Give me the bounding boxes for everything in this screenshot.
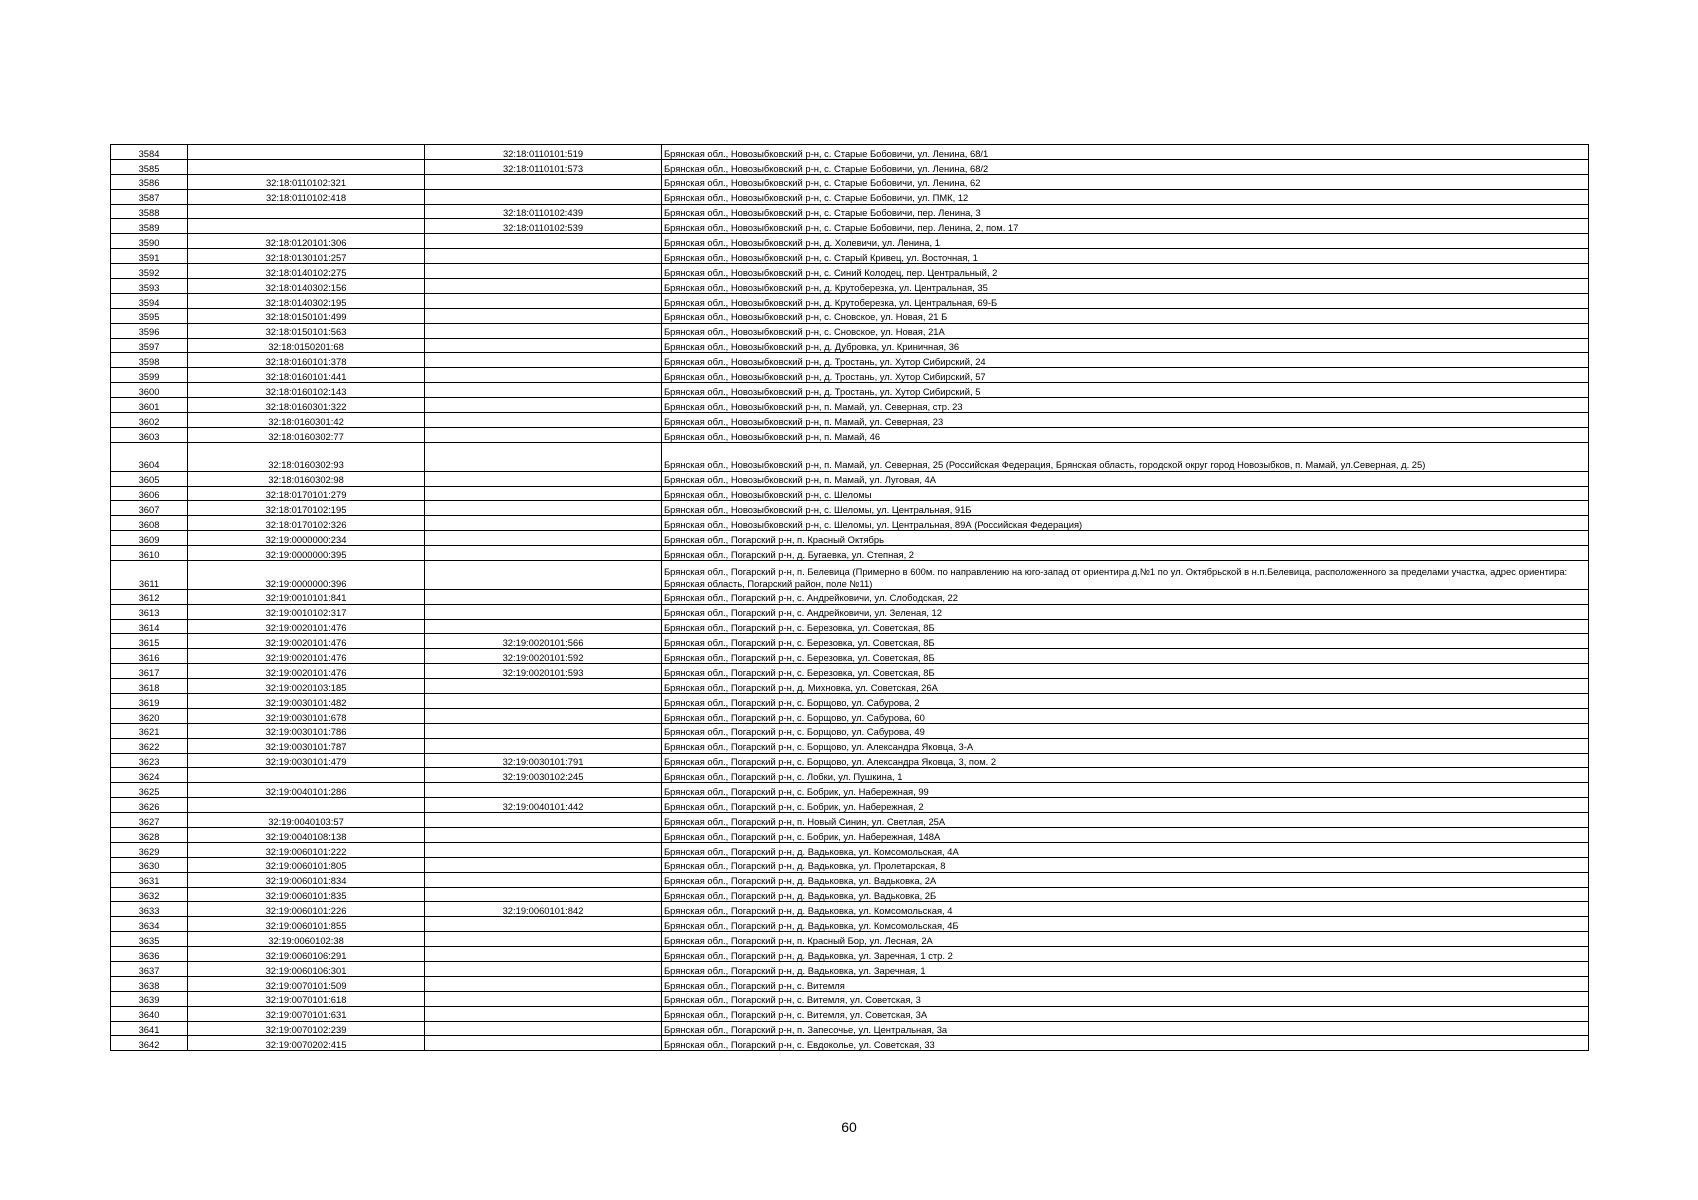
row-number-cell: 3589	[111, 219, 188, 234]
cadastral-number-cell: 32:19:0060106:301	[188, 962, 425, 977]
address-cell: Брянская обл., Погарский р-н, д. Бугаевка, ул. Степная, 2	[662, 546, 1589, 561]
row-number-cell: 3641	[111, 1021, 188, 1036]
address-cell: Брянская обл., Погарский р-н, д. Вадьковка, ул. Комсомольская, 4Б	[662, 917, 1589, 932]
row-number-cell: 3594	[111, 293, 188, 308]
linked-cadastral-number-cell	[425, 1006, 662, 1021]
table-row	[111, 398, 1589, 413]
address-cell: Брянская обл., Новозыбковский р-н, с. Старые Бобовичи, пер. Ленина, 2, пом. 17	[662, 219, 1589, 234]
row-number-cell: 3616	[111, 649, 188, 664]
linked-cadastral-number-cell	[425, 249, 662, 264]
row-number-cell: 3613	[111, 604, 188, 619]
cadastral-number-cell: 32:18:0170101:279	[188, 486, 425, 501]
row-number-cell: 3605	[111, 471, 188, 486]
linked-cadastral-number-cell	[425, 813, 662, 828]
cadastral-number-cell: 32:19:0040103:57	[188, 813, 425, 828]
linked-cadastral-number-cell	[425, 828, 662, 843]
table-row	[111, 546, 1589, 561]
linked-cadastral-number-cell: 32:19:0060101:842	[425, 902, 662, 917]
table-row	[111, 947, 1589, 962]
address-cell: Брянская обл., Погарский р-н, п. Красный Бор, ул. Лесная, 2А	[662, 932, 1589, 947]
row-number-cell: 3606	[111, 486, 188, 501]
cadastral-number-cell: 32:19:0060101:834	[188, 872, 425, 887]
linked-cadastral-number-cell	[425, 708, 662, 723]
cadastral-number-cell	[188, 159, 425, 174]
cadastral-number-cell: 32:19:0000000:234	[188, 531, 425, 546]
table-row	[111, 234, 1589, 249]
table-row	[111, 293, 1589, 308]
cadastral-number-cell: 32:18:0110102:418	[188, 189, 425, 204]
linked-cadastral-number-cell: 32:19:0020101:592	[425, 649, 662, 664]
cadastral-number-cell: 32:18:0160102:143	[188, 383, 425, 398]
row-number-cell: 3632	[111, 887, 188, 902]
table-row	[111, 842, 1589, 857]
row-number-cell: 3638	[111, 976, 188, 991]
linked-cadastral-number-cell	[425, 738, 662, 753]
linked-cadastral-number-cell	[425, 427, 662, 442]
linked-cadastral-number-cell	[425, 947, 662, 962]
linked-cadastral-number-cell	[425, 442, 662, 471]
cadastral-number-cell: 32:18:0170102:195	[188, 501, 425, 516]
linked-cadastral-number-cell	[425, 723, 662, 738]
table-row	[111, 604, 1589, 619]
table-row	[111, 902, 1589, 917]
table-row	[111, 264, 1589, 279]
table-row	[111, 1021, 1589, 1036]
table-row	[111, 308, 1589, 323]
row-number-cell: 3592	[111, 264, 188, 279]
address-cell: Брянская обл., Новозыбковский р-н, д. Холевичи, ул. Ленина, 1	[662, 234, 1589, 249]
row-number-cell: 3626	[111, 798, 188, 813]
address-cell: Брянская обл., Погарский р-н, с. Лобки, ул. Пушкина, 1	[662, 768, 1589, 783]
table-row	[111, 768, 1589, 783]
table-row	[111, 560, 1589, 589]
address-cell: Брянская обл., Новозыбковский р-н, п. Мамай, ул. Северная, стр. 23	[662, 398, 1589, 413]
cadastral-number-cell: 32:18:0160101:441	[188, 368, 425, 383]
address-cell: Брянская обл., Погарский р-н, с. Бобрик, ул. Набережная, 99	[662, 783, 1589, 798]
cadastral-number-cell: 32:18:0150101:499	[188, 308, 425, 323]
address-cell: Брянская обл., Погарский р-н, с. Андрейковичи, ул. Зеленая, 12	[662, 604, 1589, 619]
table-row	[111, 338, 1589, 353]
cadastral-number-cell: 32:19:0070101:509	[188, 976, 425, 991]
row-number-cell: 3597	[111, 338, 188, 353]
address-cell: Брянская обл., Погарский р-н, с. Березовка, ул. Советская, 8Б	[662, 619, 1589, 634]
address-cell: Брянская обл., Погарский р-н, с. Березовка, ул. Советская, 8Б	[662, 649, 1589, 664]
cadastral-number-cell: 32:19:0060106:291	[188, 947, 425, 962]
linked-cadastral-number-cell: 32:19:0020101:566	[425, 634, 662, 649]
row-number-cell: 3628	[111, 828, 188, 843]
linked-cadastral-number-cell	[425, 353, 662, 368]
table-row	[111, 383, 1589, 398]
row-number-cell: 3603	[111, 427, 188, 442]
table-row	[111, 219, 1589, 234]
cadastral-number-cell: 32:18:0160302:98	[188, 471, 425, 486]
table-row	[111, 249, 1589, 264]
cadastral-number-cell: 32:18:0150201:68	[188, 338, 425, 353]
address-cell: Брянская обл., Новозыбковский р-н, с. Старый Кривец, ул. Восточная, 1	[662, 249, 1589, 264]
cadastral-number-cell: 32:19:0030101:787	[188, 738, 425, 753]
table-row	[111, 857, 1589, 872]
row-number-cell: 3624	[111, 768, 188, 783]
address-cell: Брянская обл., Погарский р-н, д. Вадьковка, ул. Пролетарская, 8	[662, 857, 1589, 872]
cadastral-number-cell	[188, 145, 425, 160]
cadastral-number-cell: 32:19:0020101:476	[188, 634, 425, 649]
row-number-cell: 3621	[111, 723, 188, 738]
address-cell: Брянская обл., Новозыбковский р-н, п. Мамай, ул. Луговая, 4А	[662, 471, 1589, 486]
address-cell: Брянская обл., Новозыбковский р-н, д. Тростань, ул. Хутор Сибирский, 24	[662, 353, 1589, 368]
table-row	[111, 323, 1589, 338]
address-cell: Брянская обл., Погарский р-н, д. Вадьковка, ул. Заречная, 1 стр. 2	[662, 947, 1589, 962]
address-cell: Брянская обл., Новозыбковский р-н, п. Мамай, ул. Северная, 25 (Российская Федерация, Брянская область, городской округ город Новозыбков, п. Мамай, ул.Северная, д. 25)	[662, 442, 1589, 471]
cadastral-number-cell: 32:19:0040101:286	[188, 783, 425, 798]
table-row	[111, 516, 1589, 531]
row-number-cell: 3636	[111, 947, 188, 962]
table-row	[111, 589, 1589, 604]
row-number-cell: 3618	[111, 679, 188, 694]
row-number-cell: 3614	[111, 619, 188, 634]
table-row	[111, 828, 1589, 843]
address-cell: Брянская обл., Погарский р-н, с. Борщово, ул. Сабурова, 60	[662, 708, 1589, 723]
row-number-cell: 3600	[111, 383, 188, 398]
address-cell: Брянская обл., Погарский р-н, с. Витемля, ул. Советская, 3	[662, 991, 1589, 1006]
address-cell: Брянская обл., Новозыбковский р-н, п. Мамай, ул. Северная, 23	[662, 413, 1589, 428]
linked-cadastral-number-cell	[425, 604, 662, 619]
cadastral-number-cell: 32:19:0020101:476	[188, 619, 425, 634]
linked-cadastral-number-cell	[425, 857, 662, 872]
address-cell: Брянская обл., Погарский р-н, с. Березовка, ул. Советская, 8Б	[662, 664, 1589, 679]
table-row	[111, 189, 1589, 204]
row-number-cell: 3622	[111, 738, 188, 753]
row-number-cell: 3587	[111, 189, 188, 204]
address-cell: Брянская обл., Погарский р-н, п. Новый Синин, ул. Светлая, 25А	[662, 813, 1589, 828]
row-number-cell: 3598	[111, 353, 188, 368]
table-row	[111, 1006, 1589, 1021]
address-cell: Брянская обл., Новозыбковский р-н, с. Сновское, ул. Новая, 21 Б	[662, 308, 1589, 323]
property-table	[110, 144, 1589, 1051]
linked-cadastral-number-cell	[425, 1021, 662, 1036]
address-cell: Брянская обл., Погарский р-н, п. Красный Октябрь	[662, 531, 1589, 546]
cadastral-number-cell: 32:19:0000000:396	[188, 560, 425, 589]
address-cell: Брянская обл., Новозыбковский р-н, с. Старые Бобовичи, ул. Ленина, 62	[662, 174, 1589, 189]
row-number-cell: 3602	[111, 413, 188, 428]
table-row	[111, 917, 1589, 932]
row-number-cell: 3611	[111, 560, 188, 589]
linked-cadastral-number-cell	[425, 872, 662, 887]
address-cell: Брянская обл., Погарский р-н, д. Вадьковка, ул. Вадьковка, 2А	[662, 872, 1589, 887]
linked-cadastral-number-cell	[425, 887, 662, 902]
address-cell: Брянская обл., Погарский р-н, д. Вадьковка, ул. Комсомольская, 4А	[662, 842, 1589, 857]
linked-cadastral-number-cell	[425, 1036, 662, 1051]
cadastral-number-cell: 32:19:0060102:38	[188, 932, 425, 947]
cadastral-number-cell: 32:19:0060101:855	[188, 917, 425, 932]
linked-cadastral-number-cell: 32:19:0020101:593	[425, 664, 662, 679]
row-number-cell: 3620	[111, 708, 188, 723]
row-number-cell: 3612	[111, 589, 188, 604]
address-cell: Брянская обл., Новозыбковский р-н, д. Крутоберезка, ул. Центральная, 69-Б	[662, 293, 1589, 308]
linked-cadastral-number-cell: 32:18:0110101:519	[425, 145, 662, 160]
address-cell: Брянская обл., Новозыбковский р-н, д. Дубровка, ул. Криничная, 36	[662, 338, 1589, 353]
row-number-cell: 3595	[111, 308, 188, 323]
table-row	[111, 679, 1589, 694]
address-cell: Брянская обл., Новозыбковский р-н, с. Старые Бобовичи, пер. Ленина, 3	[662, 204, 1589, 219]
address-cell: Брянская обл., Погарский р-н, п. Запесочье, ул. Центральная, 3а	[662, 1021, 1589, 1036]
cadastral-number-cell: 32:18:0140102:275	[188, 264, 425, 279]
address-cell: Брянская обл., Погарский р-н, д. Вадьковка, ул. Вадьковка, 2Б	[662, 887, 1589, 902]
linked-cadastral-number-cell	[425, 323, 662, 338]
address-cell: Брянская обл., Новозыбковский р-н, д. Тростань, ул. Хутор Сибирский, 5	[662, 383, 1589, 398]
table-row	[111, 1036, 1589, 1051]
linked-cadastral-number-cell	[425, 413, 662, 428]
table-row	[111, 204, 1589, 219]
table-row	[111, 723, 1589, 738]
linked-cadastral-number-cell	[425, 501, 662, 516]
row-number-cell: 3625	[111, 783, 188, 798]
cadastral-number-cell: 32:18:0170102:326	[188, 516, 425, 531]
table-row	[111, 664, 1589, 679]
cadastral-number-cell: 32:19:0010101:841	[188, 589, 425, 604]
cadastral-number-cell: 32:19:0060101:222	[188, 842, 425, 857]
row-number-cell: 3588	[111, 204, 188, 219]
cadastral-number-cell: 32:19:0000000:395	[188, 546, 425, 561]
row-number-cell: 3635	[111, 932, 188, 947]
linked-cadastral-number-cell	[425, 189, 662, 204]
linked-cadastral-number-cell: 32:19:0040101:442	[425, 798, 662, 813]
address-cell: Брянская обл., Новозыбковский р-н, с. Шеломы, ул. Центральная, 89А (Российская Федерация)	[662, 516, 1589, 531]
cadastral-number-cell: 32:19:0070202:415	[188, 1036, 425, 1051]
address-cell: Брянская обл., Погарский р-н, с. Евдокольe, ул. Советская, 33	[662, 1036, 1589, 1051]
linked-cadastral-number-cell	[425, 976, 662, 991]
linked-cadastral-number-cell	[425, 842, 662, 857]
table-row	[111, 145, 1589, 160]
cadastral-number-cell	[188, 204, 425, 219]
address-cell: Брянская обл., Новозыбковский р-н, с. Шеломы	[662, 486, 1589, 501]
cadastral-number-cell	[188, 798, 425, 813]
table-row	[111, 708, 1589, 723]
address-cell: Брянская обл., Погарский р-н, с. Витемля	[662, 976, 1589, 991]
address-cell: Брянская обл., Новозыбковский р-н, с. Синий Колодец, пер. Центральный, 2	[662, 264, 1589, 279]
cadastral-number-cell: 32:19:0060101:226	[188, 902, 425, 917]
address-cell: Брянская обл., Погарский р-н, с. Борщово, ул. Александра Яковца, 3, пом. 2	[662, 753, 1589, 768]
linked-cadastral-number-cell	[425, 383, 662, 398]
cadastral-number-cell: 32:18:0110102:321	[188, 174, 425, 189]
table-row	[111, 753, 1589, 768]
linked-cadastral-number-cell: 32:18:0110102:439	[425, 204, 662, 219]
cadastral-number-cell	[188, 219, 425, 234]
address-cell: Брянская обл., Погарский р-н, с. Бобрик, ул. Набережная, 2	[662, 798, 1589, 813]
cadastral-number-cell: 32:18:0160301:322	[188, 398, 425, 413]
cadastral-number-cell: 32:19:0040108:138	[188, 828, 425, 843]
row-number-cell: 3596	[111, 323, 188, 338]
linked-cadastral-number-cell	[425, 234, 662, 249]
linked-cadastral-number-cell: 32:19:0030102:245	[425, 768, 662, 783]
cadastral-number-cell: 32:19:0030101:482	[188, 693, 425, 708]
address-cell: Брянская обл., Погарский р-н, с. Бобрик, ул. Набережная, 148А	[662, 828, 1589, 843]
address-cell: Брянская обл., Новозыбковский р-н, с. Шеломы, ул. Центральная, 91Б	[662, 501, 1589, 516]
row-number-cell: 3608	[111, 516, 188, 531]
row-number-cell: 3584	[111, 145, 188, 160]
table-row	[111, 174, 1589, 189]
linked-cadastral-number-cell	[425, 279, 662, 294]
table-row	[111, 976, 1589, 991]
linked-cadastral-number-cell	[425, 174, 662, 189]
row-number-cell: 3630	[111, 857, 188, 872]
row-number-cell: 3642	[111, 1036, 188, 1051]
table-row	[111, 368, 1589, 383]
table-row	[111, 159, 1589, 174]
cadastral-number-cell: 32:19:0020101:476	[188, 664, 425, 679]
address-cell: Брянская обл., Новозыбковский р-н, с. Старые Бобовичи, ул. ПМК, 12	[662, 189, 1589, 204]
cadastral-number-cell: 32:19:0020103:185	[188, 679, 425, 694]
row-number-cell: 3629	[111, 842, 188, 857]
row-number-cell: 3617	[111, 664, 188, 679]
table-row	[111, 783, 1589, 798]
cadastral-number-cell: 32:19:0060101:805	[188, 857, 425, 872]
address-cell: Брянская обл., Новозыбковский р-н, п. Мамай, 46	[662, 427, 1589, 442]
table-row	[111, 887, 1589, 902]
row-number-cell: 3599	[111, 368, 188, 383]
linked-cadastral-number-cell	[425, 589, 662, 604]
address-cell: Брянская обл., Новозыбковский р-н, с. Сновское, ул. Новая, 21А	[662, 323, 1589, 338]
linked-cadastral-number-cell	[425, 398, 662, 413]
cadastral-number-cell: 32:19:0010102:317	[188, 604, 425, 619]
table-row	[111, 991, 1589, 1006]
linked-cadastral-number-cell: 32:18:0110102:539	[425, 219, 662, 234]
linked-cadastral-number-cell	[425, 531, 662, 546]
address-cell: Брянская обл., Погарский р-н, д. Михновка, ул. Советская, 26А	[662, 679, 1589, 694]
row-number-cell: 3633	[111, 902, 188, 917]
row-number-cell: 3604	[111, 442, 188, 471]
cadastral-number-cell: 32:18:0160302:93	[188, 442, 425, 471]
linked-cadastral-number-cell	[425, 546, 662, 561]
cadastral-number-cell: 32:18:0160302:77	[188, 427, 425, 442]
table-row	[111, 738, 1589, 753]
linked-cadastral-number-cell	[425, 560, 662, 589]
address-cell: Брянская обл., Новозыбковский р-н, с. Старые Бобовичи, ул. Ленина, 68/2	[662, 159, 1589, 174]
table-row	[111, 471, 1589, 486]
linked-cadastral-number-cell	[425, 471, 662, 486]
linked-cadastral-number-cell	[425, 962, 662, 977]
cadastral-number-cell: 32:18:0140302:195	[188, 293, 425, 308]
row-number-cell: 3590	[111, 234, 188, 249]
address-cell: Брянская обл., Погарский р-н, п. Белевица (Примерно в 600м. по направлению на юго-запад от ориентира д.№1 по ул. Октябрьской в н.п.Белевица, расположенного за пределами участка, адрес ориентира: Брянская область, Погарский район, поле №11)	[662, 560, 1589, 589]
table-row	[111, 279, 1589, 294]
linked-cadastral-number-cell	[425, 991, 662, 1006]
cadastral-number-cell: 32:18:0120101:306	[188, 234, 425, 249]
table-row	[111, 501, 1589, 516]
linked-cadastral-number-cell	[425, 308, 662, 323]
cadastral-number-cell: 32:18:0130101:257	[188, 249, 425, 264]
row-number-cell: 3607	[111, 501, 188, 516]
cadastral-number-cell: 32:18:0160101:378	[188, 353, 425, 368]
row-number-cell: 3615	[111, 634, 188, 649]
row-number-cell: 3610	[111, 546, 188, 561]
cadastral-number-cell: 32:19:0070102:239	[188, 1021, 425, 1036]
table-row	[111, 634, 1589, 649]
linked-cadastral-number-cell	[425, 917, 662, 932]
cadastral-number-cell: 32:19:0030101:479	[188, 753, 425, 768]
table-row	[111, 649, 1589, 664]
row-number-cell: 3609	[111, 531, 188, 546]
row-number-cell: 3585	[111, 159, 188, 174]
page-number: 60	[841, 1119, 857, 1135]
row-number-cell: 3601	[111, 398, 188, 413]
linked-cadastral-number-cell	[425, 293, 662, 308]
address-cell: Брянская обл., Погарский р-н, д. Вадьковка, ул. Заречная, 1	[662, 962, 1589, 977]
linked-cadastral-number-cell	[425, 486, 662, 501]
table-row	[111, 798, 1589, 813]
address-cell: Брянская обл., Погарский р-н, с. Андрейковичи, ул. Слободская, 22	[662, 589, 1589, 604]
row-number-cell: 3591	[111, 249, 188, 264]
cadastral-number-cell: 32:18:0150101:563	[188, 323, 425, 338]
address-cell: Брянская обл., Новозыбковский р-н, д. Крутоберезка, ул. Центральная, 35	[662, 279, 1589, 294]
row-number-cell: 3639	[111, 991, 188, 1006]
row-number-cell: 3619	[111, 693, 188, 708]
linked-cadastral-number-cell: 32:19:0030101:791	[425, 753, 662, 768]
linked-cadastral-number-cell	[425, 516, 662, 531]
cadastral-number-cell: 32:18:0160301:42	[188, 413, 425, 428]
row-number-cell: 3631	[111, 872, 188, 887]
table-row	[111, 962, 1589, 977]
table-row	[111, 531, 1589, 546]
table-row	[111, 413, 1589, 428]
table-row	[111, 353, 1589, 368]
linked-cadastral-number-cell	[425, 264, 662, 279]
linked-cadastral-number-cell: 32:18:0110101:573	[425, 159, 662, 174]
cadastral-number-cell: 32:19:0030101:678	[188, 708, 425, 723]
cadastral-number-cell: 32:19:0060101:835	[188, 887, 425, 902]
cadastral-number-cell	[188, 768, 425, 783]
table-row	[111, 813, 1589, 828]
address-cell: Брянская обл., Погарский р-н, с. Борщово, ул. Сабурова, 49	[662, 723, 1589, 738]
cadastral-number-cell: 32:19:0030101:786	[188, 723, 425, 738]
cadastral-number-cell: 32:19:0020101:476	[188, 649, 425, 664]
address-cell: Брянская обл., Новозыбковский р-н, д. Тростань, ул. Хутор Сибирский, 57	[662, 368, 1589, 383]
address-cell: Брянская обл., Новозыбковский р-н, с. Старые Бобовичи, ул. Ленина, 68/1	[662, 145, 1589, 160]
row-number-cell: 3637	[111, 962, 188, 977]
address-cell: Брянская обл., Погарский р-н, с. Борщово, ул. Сабурова, 2	[662, 693, 1589, 708]
linked-cadastral-number-cell	[425, 693, 662, 708]
row-number-cell: 3593	[111, 279, 188, 294]
table-row	[111, 693, 1589, 708]
linked-cadastral-number-cell	[425, 932, 662, 947]
cadastral-number-cell: 32:19:0070101:618	[188, 991, 425, 1006]
table-row	[111, 442, 1589, 471]
address-cell: Брянская обл., Погарский р-н, с. Витемля, ул. Советская, 3А	[662, 1006, 1589, 1021]
linked-cadastral-number-cell	[425, 368, 662, 383]
linked-cadastral-number-cell	[425, 783, 662, 798]
row-number-cell: 3623	[111, 753, 188, 768]
cadastral-number-cell: 32:18:0140302:156	[188, 279, 425, 294]
table-body	[111, 145, 1589, 1051]
row-number-cell: 3634	[111, 917, 188, 932]
linked-cadastral-number-cell	[425, 619, 662, 634]
row-number-cell: 3640	[111, 1006, 188, 1021]
table-row	[111, 486, 1589, 501]
row-number-cell: 3586	[111, 174, 188, 189]
table-row	[111, 619, 1589, 634]
table-row	[111, 427, 1589, 442]
row-number-cell: 3627	[111, 813, 188, 828]
linked-cadastral-number-cell	[425, 338, 662, 353]
address-cell: Брянская обл., Погарский р-н, д. Вадьковка, ул. Комсомольская, 4	[662, 902, 1589, 917]
address-cell: Брянская обл., Погарский р-н, с. Борщово, ул. Александра Яковца, 3-А	[662, 738, 1589, 753]
cadastral-number-cell: 32:19:0070101:631	[188, 1006, 425, 1021]
linked-cadastral-number-cell	[425, 679, 662, 694]
address-cell: Брянская обл., Погарский р-н, с. Березовка, ул. Советская, 8Б	[662, 634, 1589, 649]
table-row	[111, 872, 1589, 887]
table-row	[111, 932, 1589, 947]
